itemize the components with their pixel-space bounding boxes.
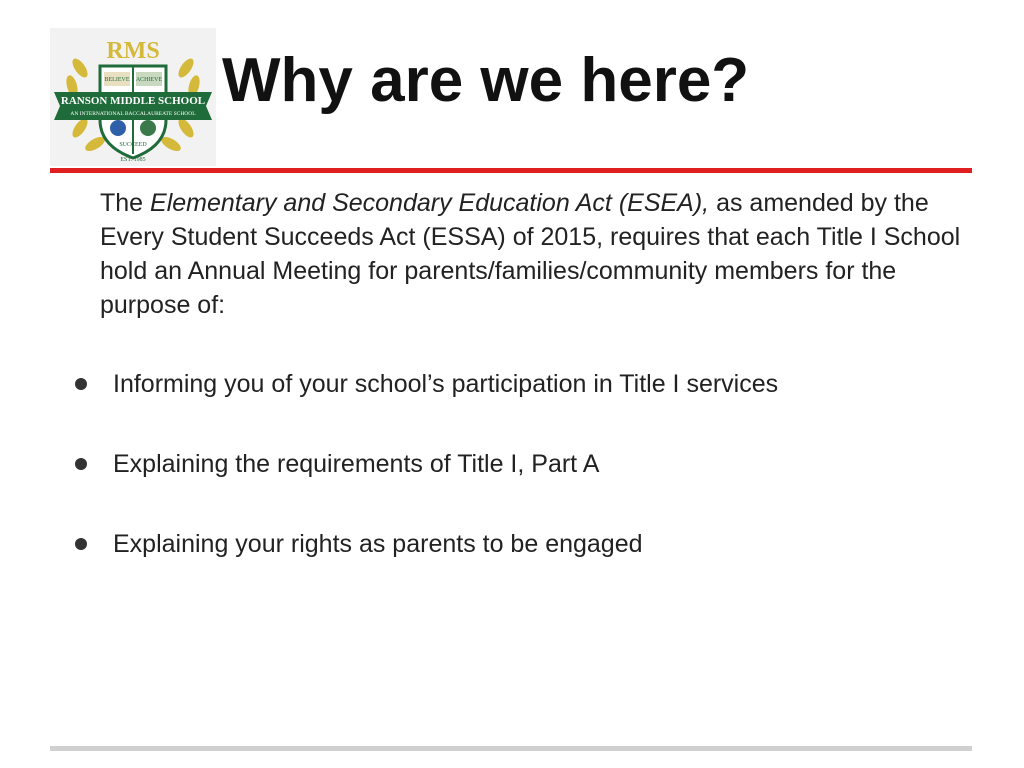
school-crest-icon [50,28,216,166]
bullet-dot-icon [75,458,87,470]
crest-word-succeed: SUCCEED [119,142,147,148]
list-item [70,527,970,607]
crest-monogram: RMS [106,38,160,64]
bullet-text: Informing you of your school’s participation in Title I services [113,370,779,398]
crest-word-believe: BELIEVE [104,77,130,83]
crest-program: AN INTERNATIONAL BACCALAUREATE SCHOOL [70,111,196,117]
bullet-dot-icon [75,538,87,550]
list-item [70,367,970,447]
intro-suffix: as amended by the Every Student Succeeds Act (ESSA) of 2015, requires that each Title I School hold an Annual Meeting for parents/families/community members for the purpose of: [100,189,961,319]
crest-established: EST. 1985 [120,157,146,163]
bullet-dot-icon [75,378,87,390]
bullet-text: Explaining the requirements of Title I, Part A [113,450,600,478]
list-item [70,447,970,527]
intro-prefix: The [100,189,151,217]
page-title: Why are we here? [222,46,750,115]
crest-school-name: RANSON MIDDLE SCHOOL [60,95,206,107]
title-divider [50,168,972,173]
school-crest-graphic [50,28,216,166]
bullet-list [70,367,970,607]
intro-paragraph [100,186,972,322]
crest-word-achieve: ACHIEVE [135,77,163,83]
footer-divider [50,746,972,751]
intro-act-name: Elementary and Secondary Education Act (ESEA), [150,189,710,217]
bullet-text: Explaining your rights as parents to be engaged [113,530,643,558]
